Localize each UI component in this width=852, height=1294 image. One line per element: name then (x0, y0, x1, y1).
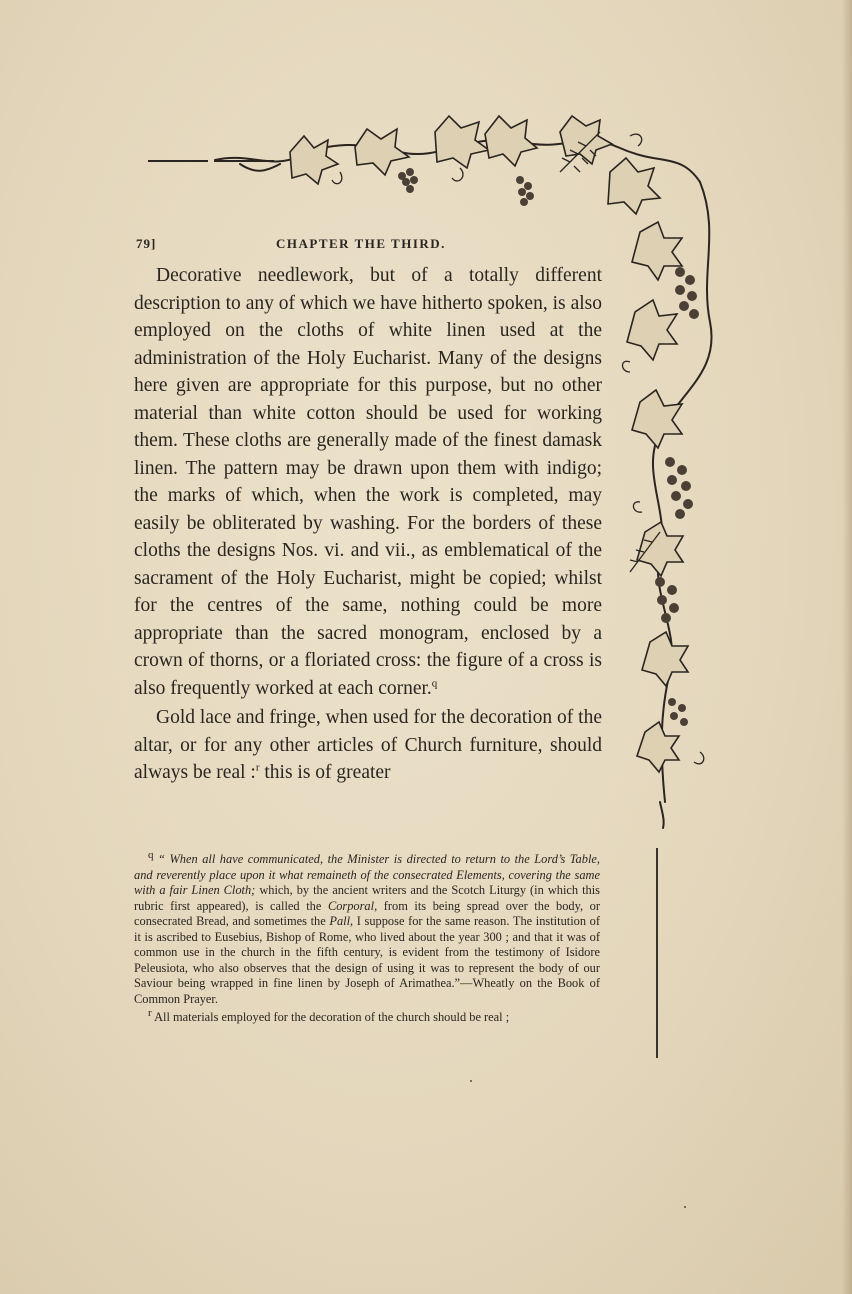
paragraph-text: this is of greater (259, 762, 391, 783)
paragraph (134, 704, 602, 787)
main-text (134, 262, 602, 787)
footnote-reference: q (431, 677, 438, 689)
footnote-quote: “ When all have communicated, the Minister is directed to return to the Lord’s Table, and reverently place upon it what remaineth of the consecrated Elements, covering the same with a fair Linen Cloth; (134, 852, 600, 897)
footnote-term: Corporal, (327, 898, 378, 913)
page-number: 79] (136, 236, 157, 251)
footnote-r (134, 1006, 600, 1026)
paragraph-text: Decorative needlework, but of a totally different description to any of which we have hitherto spoken, is also employed on the cloths of white linen used at the administration of the Holy Eucharist. Many of the designs here given are appropriate for this purpose, but no other material than white cotton should be used for working them. These cloths are generally made of the finest damask linen. The pattern may be drawn upon them with indigo; the marks of which, when the work is completed, may easily be obliterated by washing. For the borders of these cloths the designs Nos. vi. and vii., as emblematical of the sacrament of the Holy Eucharist, might be copied; whilst for the centres of the same, nothing could be more appropriate than the sacred monogram, enclosed by a crown of thorns, or a floriated cross: the figure of a cross is also frequently worked at each corner. (134, 265, 602, 699)
footnote-text: All materials employed for the decoration of the church should be real ; (151, 1010, 510, 1024)
page-edge-shadow (842, 0, 852, 1294)
footnote-term: Pall, (329, 914, 354, 928)
paper-speck (684, 1206, 686, 1208)
footnote-text: I suppose for the same reason. The institution of it is ascribed to Eusebius, Bishop of Rome, who lived about the year 300 ; and that it was of common use in the church in the fifth century, is evident from the testimony of Isidore Peleusiota, who also observes that the design of using it was to represent the body of our Saviour being wrapped in fine linen by Joseph of Arimathea.”—Wheatly on the Book of Common Prayer. (134, 914, 600, 1006)
footnote-mark: r (148, 1006, 152, 1019)
footnote-text: which, by the ancient writers and the Scotch Liturgy (in which this rubric first appeared), is called the (134, 883, 600, 913)
footnotes (134, 848, 600, 1026)
footnote-reference: r (255, 761, 260, 774)
footnote-q (134, 848, 600, 1007)
footnote-text: from its being spread over the body, or consecrated Bread, and sometimes the (134, 898, 600, 928)
paragraph (134, 262, 602, 702)
chapter-heading: CHAPTER THE THIRD. (276, 236, 446, 251)
paragraph-text: Gold lace and fringe, when used for the decoration of the altar, or for any other articles of Church furniture, should always be real : (134, 707, 602, 783)
paper-speck (470, 1080, 472, 1082)
footnote-mark: q (148, 848, 154, 861)
margin-rule (656, 848, 658, 1058)
